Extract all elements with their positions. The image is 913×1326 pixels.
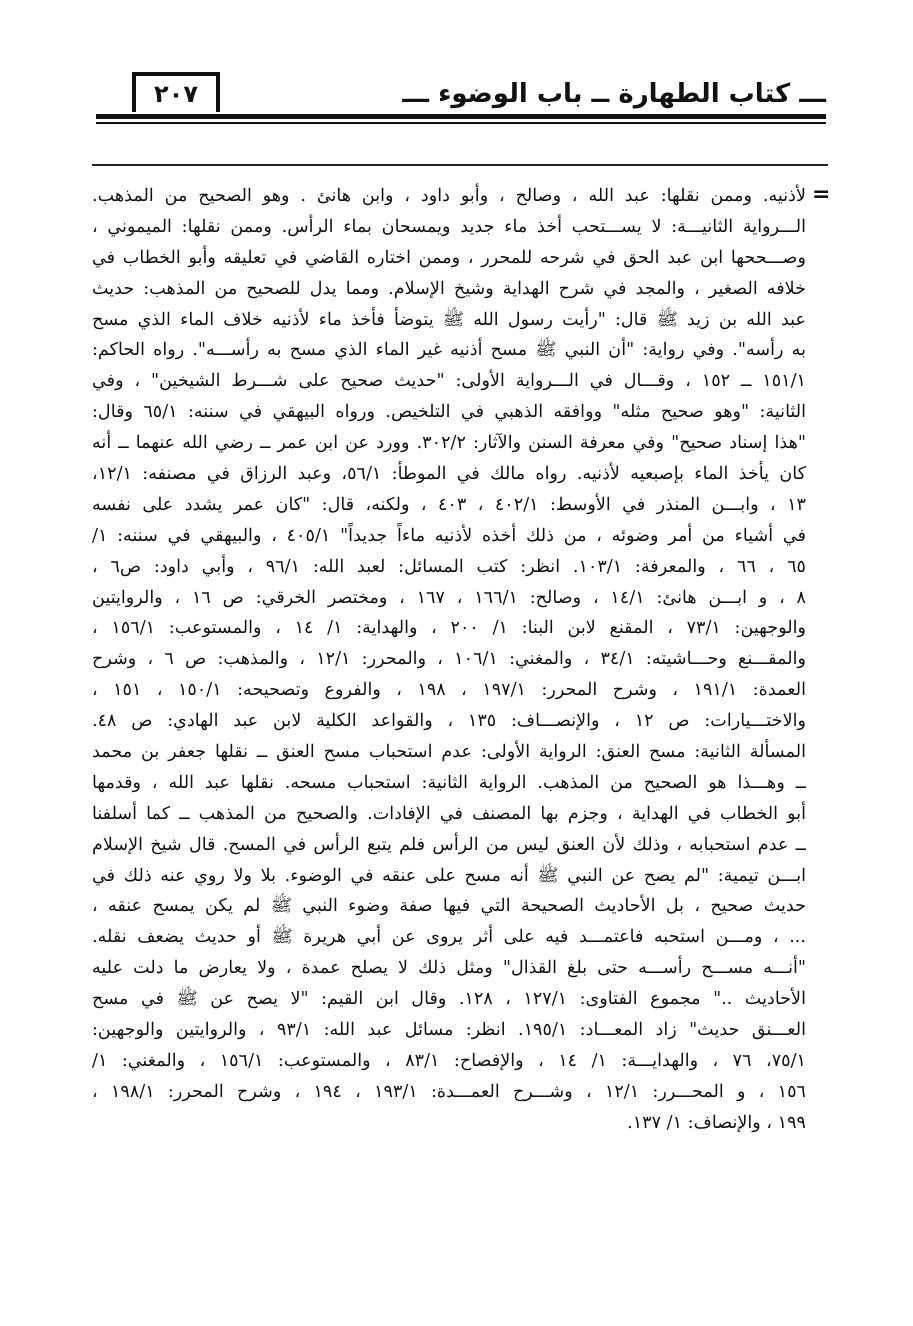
footnote-rule [92, 164, 828, 166]
page-header [96, 68, 826, 130]
footnote-line: خلافه الصغير ، والمجد في شرح الهداية وشيخ الإسلام. ومما يدل للصحيح من المذهب: حديث [92, 278, 806, 299]
running-head: ـــ كتاب الطهارة ــ باب الوضوء ـــ [392, 74, 826, 114]
footnote-body [92, 181, 806, 1251]
footnote-line: ١٣ ، وابـــن المنذر في الأوسط: ٤٠٢/١ ، ٤٠٣ ، ولكنه، قال: "كان عمر يشدد على نفسه [92, 494, 806, 515]
footnote-line: الثانية: "وهو صحيح مثله" ووافقه الذهبي في التلخيص. ورواه البيهقي في سننه: ٦٥/١ وقال: [92, 402, 806, 423]
footnote-line: العمدة: ١٩١/١ ، وشرح المحرر: ١٩٧/١ ، ١٩٨ ، والفروع وتصحيحه: ١٥٠/١ ، ١٥١ ، [92, 680, 806, 701]
footnote-line: والوجهين: ٧٣/١ ، المقنع لابن البنا: ١/ ٢٠٠ ، والهداية: ١/ ١٤ ، والمستوعب: ١٥٦/١ ، [92, 618, 806, 639]
footnote-line: ابـــن تيمية: "لم يصح عن النبي ﷺ أنه مسح على عنقه في الوضوء. بلا ولا روي عنه ذلك في [92, 865, 806, 886]
footnote-line: كان يأخذ الماء بإصبعيه لأذنيه. رواه مالك في الموطأ: ٥٦/١، وعبد الرزاق في مصنفه: ١٢/١، [92, 464, 806, 485]
footnote-line: أبو الخطاب في الهداية ، وجزم بها المصنف في الإفادات. والصحيح من المذهب ــ كما أسلفنا [92, 803, 806, 824]
footnote-continuation-mark: = [812, 182, 831, 207]
footnote-line: المسألة الثانية: مسح العنق: الرواية الأولى: عدم استحباب مسح العنق ــ نقلها جعفر بن محمد [92, 742, 806, 763]
footnote-line: ١٥٦ ، و المحـــرر: ١٢/١ ، وشـــرح العمـــدة: ١٩٣/١ ، ١٩٤ ، وشرح المحرر: ١٩٨/١ ، [92, 1081, 806, 1102]
footnote-line: العـــنق حديث" زاد المعـــاد: ١٩٥/١. انظر: مسائل عبد الله: ٩٣/١ ، والروايتين والوجهين: [92, 1020, 806, 1041]
footnote-line: لأذنيه. وممن نقلها: عبد الله ، وصالح ، وأبو داود ، وابن هانئ . وهو الصحيح من المذهب. [92, 186, 806, 206]
footnote-line: ــ وهـــذا هو الصحيح من المذهب. الرواية الثانية: استحباب مسحه. نقلها عبد الله ، وقدمها [92, 772, 806, 793]
footnote-line: وصـــححها ابن عبد الحق في شرحه للمحرر ، وممن اختاره القاضي في تعليقه وأبو الخطاب في [92, 247, 806, 268]
footnote-line: عبد الله بن زيد ﷺ قال: "رأيت رسول الله ﷺ يتوضأ فأخذ ماء لأذنيه خلاف الماء الذي مسح [92, 309, 806, 330]
footnote-line: ٨ ، و ابـــن هانئ: ١٤/١ ، وصالح: ١٦٦/١ ، ١٦٧ ، ومختصر الخرقي: ص ١٦ ، والروايتين [92, 587, 806, 608]
footnote-line: "أنـــه مســـح رأســـه حتى بلغ القذال" ومثل ذلك لا يصلح عمدة ، ولا يعارض ما دلت عليه [92, 958, 806, 979]
footnote-line: والمقـــنع وحـــاشيته: ٣٤/١ ، والمغني: ١٠٦/١ ، والمحرر: ١٢/١ ، والمذهب: ص ٦ ، وشرح [92, 649, 806, 670]
footnote-line: في أشياء من أمر وضوئه ، من ذلك أخذه لأذنيه ماءاً جديداً" ٤٠٥/١ ، والبيهقي في سننه: ١/ [92, 525, 806, 546]
footnote-line: والاختـــيارات: ص ١٢ ، والإنصـــاف: ١٣٥ ، والقواعد الكلية لابن عبد الهادي: ص ٤٨. [92, 711, 806, 732]
page-number: ٢٠٧ [132, 72, 220, 112]
footnote-line: ٦٥ ، ٦٦ ، والمعرفة: ١٠٣/١. انظر: كتب المسائل: لعبد الله: ٩٦/١ ، وأبي داود: ص٦ ، [92, 556, 806, 577]
footnote-line: الـــرواية الثانيـــة: لا يســـتحب أخذ ماء جديد ويمسحان بماء الرأس. وممن نقلها: الميموني ، [92, 216, 806, 237]
footnote-line: به رأسه". وفي رواية: "أن النبي ﷺ مسح أذنيه غير الماء الذي مسح به رأســـه". رواه الحاكم: [92, 340, 806, 361]
footnote-line: ١٥١/١ ــ ١٥٢ ، وقـــال في الـــرواية الأولى: "حديث صحيح على شـــرط الشيخين" ، وفي [92, 371, 806, 392]
footnote-line: ١٩٩ ، والإنصاف: ١/ ١٣٧. [627, 1112, 806, 1133]
header-rule-thick [96, 114, 826, 119]
footnote-line: ٧٥/١، ٧٦ ، والهدايـــة: ١/ ١٤ ، والإفصاح: ٨٣/١ ، والمستوعب: ١٥٦/١ ، والمغني: ١/ [92, 1050, 806, 1071]
footnote-line: ــ عدم استحبابه ، وذلك لأن العنق ليس من الرأس فلم يتبع الرأس في المسح. قال شيخ الإسلام [92, 834, 806, 855]
footnote-line: حديث صحيح ، بل الأحاديث الصحيحة التي فيها صفة وضوء النبي ﷺ لم يكن يمسح عنقه ، [92, 896, 806, 917]
footnote-line: الأحاديث .." مجموع الفتاوى: ١٢٧/١ ، ١٢٨. وقال ابن القيم: "لا يصح عن ﷺ في مسح [92, 989, 806, 1010]
footnote-line: "هذا إسناد صحيح" وفي معرفة السنن والآثار: ٣٠٢/٢. وورد عن ابن عمر ــ رضي الله عنهما ــ أنه [92, 433, 806, 454]
footnote-line: ... ، ومـــن استحبه فاعتمـــد فيه على أثر يروى عن أبي هريرة ﷺ أو حديث يضعف نقله. [92, 927, 806, 948]
header-rule-thin [96, 122, 826, 124]
